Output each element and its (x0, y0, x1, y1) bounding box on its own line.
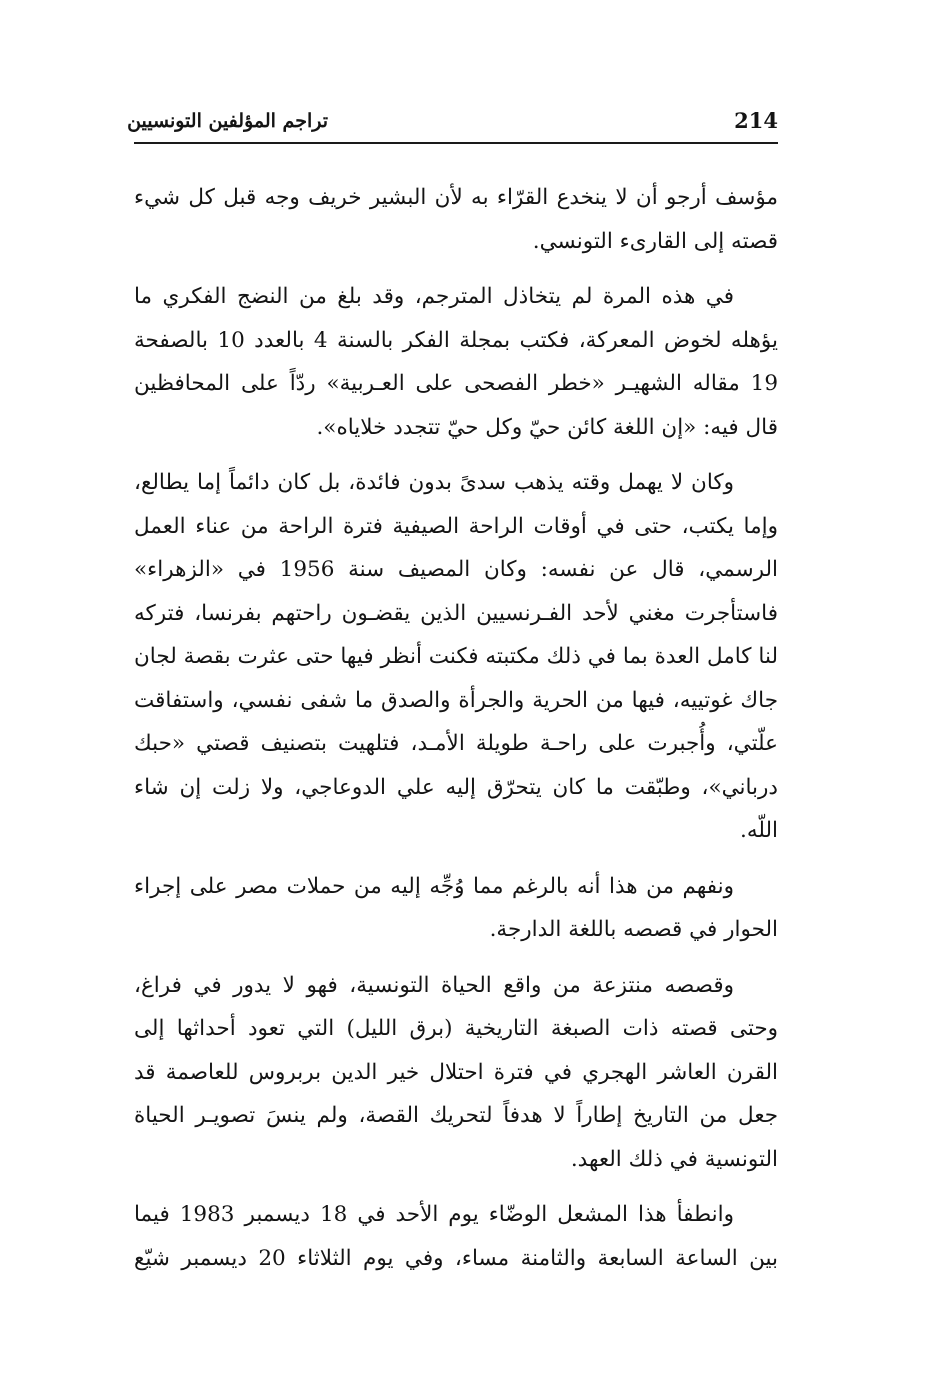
running-title: تراجم المؤلفين التونسيين (127, 110, 328, 132)
page-header (127, 104, 778, 144)
paragraph-2: في هذه المرة لم يتخاذل المترجم، وقد بلغ من النضج الفكري ما يؤهله لخوض المعركة، فكتب بمجلة الفكر بالسنة 4 بالعدد 10 بالصفحة 19 مقاله الشهيـر «خطر الفصحى على العـربية» ردّاً على المحافظين قال فيه: «إن اللغة كائن حيّ وكل حيّ تتجدد خلاياه». (134, 284, 778, 440)
header-rule (134, 142, 778, 144)
paragraph-4: ونفهم من هذا أنه بالرغم مما وُجِّه إليه من حملات مصر على إجراء الحوار في قصصه باللغة الدارجة. (134, 873, 778, 942)
paragraph-6: وانطفأ هذا المشعل الوضّاء يوم الأحد في 18 ديسمبر 1983 فيما بين الساعة السابعة والثامنة مساء، وفي يوم الثلاثاء 20 ديسمبر شيّع (134, 1202, 779, 1271)
paragraph-1: مؤسف أرجو أن لا ينخدع القرّاء به لأن البشير خريف وجه قبل كل شيء قصته إلى القارىء التونسي. (134, 185, 778, 254)
paragraph-5: وقصصه منتزعة من واقع الحياة التونسية، فهو لا يدور في فراغ، وحتى قصته ذات الصبغة التاريخية (برق الليل) التي تعود أحداثها إلى القرن العاشر الهجري في فترة احتلال خير الدين بربروس للعاصمة قد جعل من التاريخ إطاراً لا هدفاً لتحريك القصة، ولم ينسَ تصويـر الحياة التونسية في ذلك العهد. (134, 972, 778, 1172)
page-number: 214 (734, 108, 778, 133)
body-text (134, 176, 778, 1292)
paragraph-3: وكان لا يهمل وقته يذهب سدىً بدون فائدة، بل كان دائماً إما يطالع، وإما يكتب، حتى في أوقات الراحة الصيفية فترة الراحة من عناء العمل الرسمي، قال عن نفسه: وكان المصيف سنة 1956 في «الزهراء» فاستأجرت مغني لأحد الفـرنسيين الذين يقضـون راحتهم بفرنسا، فتركه لنا كامل العدة بما في ذلك مكتبته فكنت أنظر فيها حتى عثرت بقصة لجان جاك غوتييه، فيها من الحرية والجرأة والصدق ما شفى نفسي، واستفاقت علّتي، وأُجبرت على راحـة طويلة الأمـد، فتلهيت بتصنيف قصتي «حبك درباني»، وطبّقت ما كان يتحرّق إليه علي الدوعاجي، ولا زلت إن شاء اللّه. (134, 470, 778, 843)
